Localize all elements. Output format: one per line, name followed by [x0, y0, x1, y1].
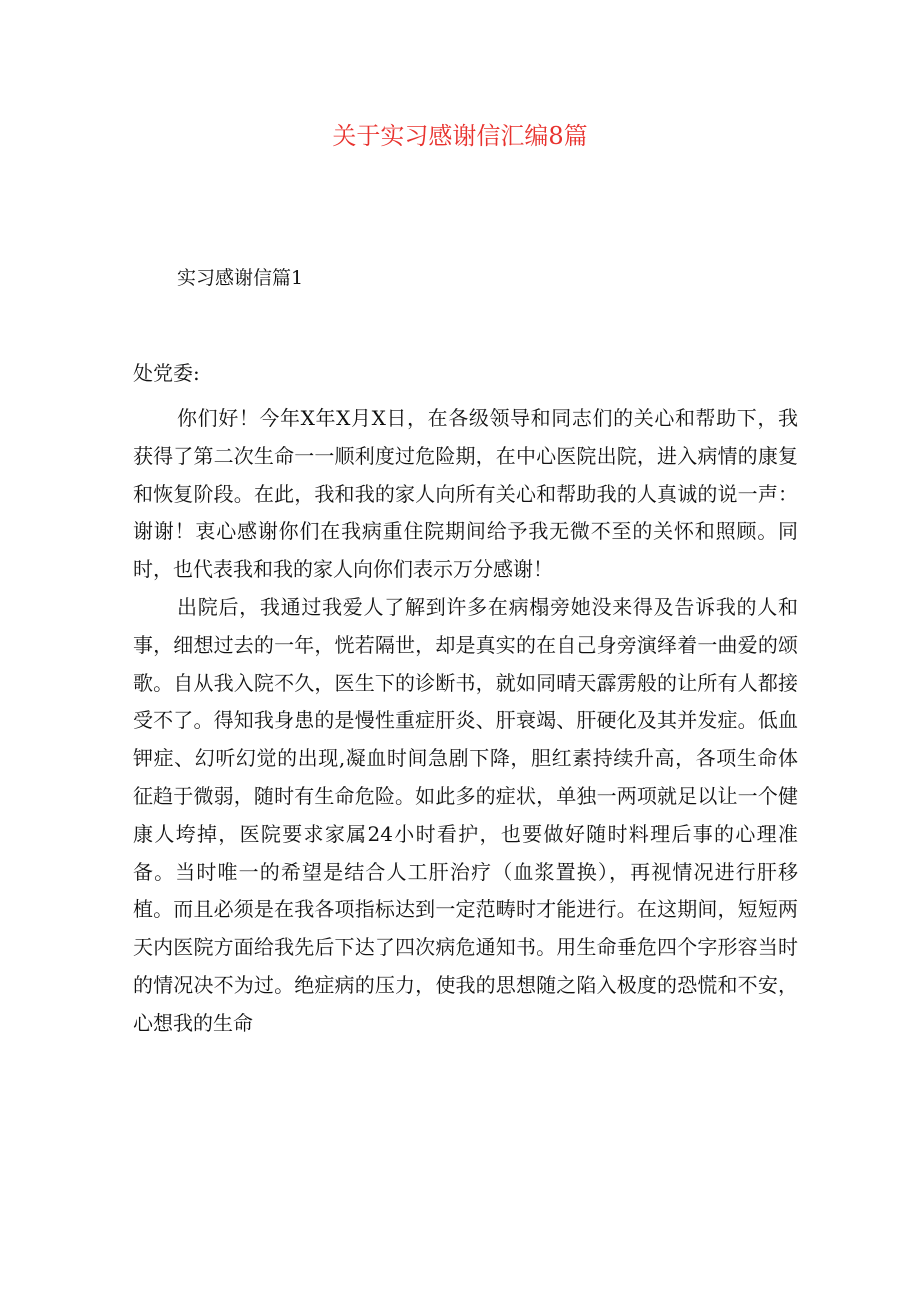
- paragraph-2: 出院后，我通过我爱人了解到许多在病榻旁她没来得及告诉我的人和事，细想过去的一年，恍若隔世，却是真实的在自己身旁演绎着一曲爱的颂歌。自从我入院不久，医生下的诊断书，就如同晴天霹雳般的让所有人都接受不了。得知我身患的是慢性重症肝炎、肝衰竭、肝硬化及其并发症。低血钾症、幻听幻觉的出现,凝血时间急剧下降，胆红素持续升高，各项生命体征趋于微弱，随时有生命危险。如此多的症状，单独一两项就足以让一个健康人垮掉，医院要求家属24小时看护，也要做好随时料理后事的心理准备。当时唯一的希望是结合人工肝治疗（血浆置换），再视情况进行肝移植。而且必须是在我各项指标达到一定范畴时才能进行。在这期间，短短两天内医院方面给我先后下达了四次病危通知书。用生命垂危四个字形容当时的情况决不为过。绝症病的压力，使我的思想随之陷入极度的恐慌和不安，心想我的生命: [133, 594, 798, 1035]
- letter-body: [133, 400, 798, 1043]
- paragraph-1: 你们好！今年X年X月X日，在各级领导和同志们的关心和帮助下，我获得了第二次生命一一顺利度过危险期，在中心医院出院，进入病情的康复和恢复阶段。在此，我和我的家人向所有关心和帮助我的人真诚的说一声：谢谢！衷心感谢你们在我病重住院期间给予我无微不至的关怀和照顾。同时，也代表我和我的家人向你们表示万分感谢！: [133, 406, 798, 582]
- document-title: 关于实习感谢信汇编8篇: [332, 122, 588, 150]
- salutation: 处党委:: [133, 361, 200, 385]
- section-heading: 实习感谢信篇1: [177, 267, 304, 289]
